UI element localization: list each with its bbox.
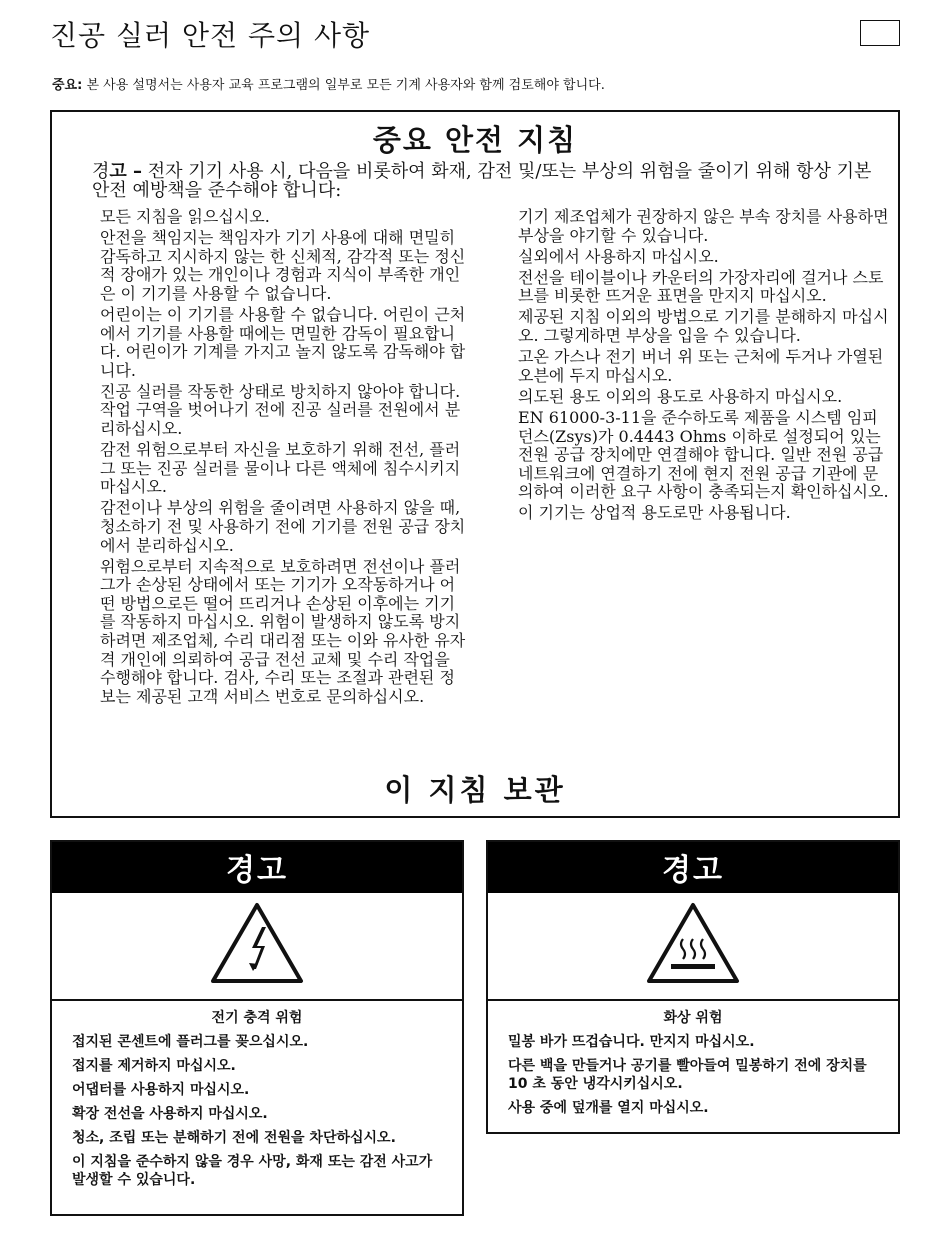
safety-item: 이 기기는 상업적 용도로만 사용됩니다. — [518, 503, 791, 523]
intro-text: 본 사용 설명서는 사용자 교육 프로그램의 일부로 모든 기계 사용자와 함께 검토해야 합니다. — [82, 78, 605, 93]
safety-item: 진공 실러를 작동한 상태로 방치하지 않아야 합니다. 작업 구역을 벗어나기 전에 진공 실러를 전원에서 분리하십시오. — [100, 381, 461, 439]
safety-item: 어린이는 이 기기를 사용할 수 없습니다. 어린이 근처에서 기기를 사용할 때에는 면밀한 감독이 필요합니다. 어린이가 기계를 가지고 놀지 않도록 감독해야 합니다. — [100, 304, 466, 380]
warning-item: 사용 중에 덮개를 열지 마십시오. — [508, 1100, 709, 1116]
electric-shock-warning-panel — [50, 840, 464, 1216]
warning-banner: 경고 — [488, 842, 898, 893]
intro-label: 중요: — [52, 78, 83, 93]
safety-item: 감전이나 부상의 위험을 줄이려면 사용하지 않을 때, 청소하기 전 및 사용하기 전에 기기를 전원 공급 장치에서 분리하십시오. — [100, 498, 466, 555]
safety-item: 감전 위험으로부터 자신을 보호하기 위해 전선, 플러그 또는 진공 실러를 물이나 다른 액체에 침수시키지 마십시오. — [100, 440, 461, 497]
warning-prefix-plain: 경 — [92, 161, 110, 182]
warning-subtitle: 화상 위험 — [663, 1010, 723, 1026]
corner-box — [860, 20, 900, 46]
warning-body — [52, 1009, 462, 1189]
warning-item: 어댑터를 사용하지 마십시오. — [72, 1082, 250, 1098]
safety-item: 모든 지침을 읽으십시오. — [100, 207, 270, 226]
safety-item: 안전을 책임지는 책임자가 기기 사용에 대해 면밀히 감독하고 지시하지 않는 한 신체적, 감각적 또는 정신적 장애가 있는 개인이나 경험과 지식이 부족한 개인은 이 기기를 사용할 수 없습니다. — [100, 228, 466, 303]
intro-note — [52, 74, 605, 93]
safety-item: 의도된 용도 이외의 용도로 사용하지 마십시오. — [518, 386, 843, 406]
warning-item: 다른 백을 만들거나 공기를 빨아들여 밀봉하기 전에 장치를 10 초 동안 냉각시키십시오. — [508, 1058, 867, 1092]
safety-item: 기기 제조업체가 권장하지 않은 부속 장치를 사용하면 부상을 야기할 수 있습니다. — [518, 207, 889, 245]
safety-item: 전선을 테이블이나 카운터의 가장자리에 걸거나 스토브를 비롯한 뜨거운 표면을 만지지 마십시오. — [518, 267, 884, 306]
safety-item: EN 61000-3-11을 준수하도록 제품을 시스템 임피던스(Zsys)가 0.4443 Ohms 이하로 설정되어 있는 전원 공급 장치에만 연결해야 합니다. 일반 전원 공급 네트워크에 연결하기 전에 현지 전원 공급 기관에 문의하여 이러한 요구 사항이 충족되는지 확인하십시오. — [518, 407, 889, 502]
warning-item: 이 지침을 준수하지 않을 경우 사망, 화재 또는 감전 사고가 발생할 수 있습니다. — [72, 1154, 433, 1188]
safety-left-column — [100, 208, 470, 709]
page-title: 진공 실러 안전 주의 사항 — [50, 19, 371, 52]
warning-subtitle: 전기 충격 위험 — [211, 1010, 303, 1026]
safety-right-column — [518, 208, 890, 526]
warning-lead — [92, 162, 882, 200]
safety-item: 고온 가스나 전기 버너 위 또는 근처에 두거나 가열된 오븐에 두지 마십시오. — [518, 347, 884, 385]
hot-surface-icon — [645, 901, 741, 985]
safety-item: 실외에서 사용하지 마십시오. — [518, 246, 719, 266]
important-safety-box — [50, 110, 900, 818]
warning-item: 밀봉 바가 뜨겁습니다. 만지지 마십시오. — [508, 1034, 755, 1050]
safety-item: 제공된 지침 이외의 방법으로 기기를 분해하지 마십시오. 그렇게하면 부상을 입을 수 있습니다. — [518, 307, 889, 346]
electric-shock-icon — [209, 901, 305, 985]
warning-item: 접지된 콘센트에 플러그를 꽂으십시오. — [72, 1034, 309, 1050]
safety-item: 위험으로부터 지속적으로 보호하려면 전선이나 플러그가 손상된 상태에서 또는 기기가 오작동하거나 어떤 방법으로든 떨어 뜨리거나 손상된 이후에는 기기를 작동하지 마십시오. 위험이 발생하지 않도록 방지하려면 제조업체, 수리 대리점 또는 이와 유사한 유자격 개인에 의뢰하여 공급 전선 교체 및 수리 작업을 수행해야 합니다. 검사, 수리 또는 조절과 관련된 정보는 제공된 고객 서비스 번호로 문의하십시오. — [100, 556, 466, 706]
keep-instructions-heading: 이 지침 보관 — [384, 773, 566, 807]
warning-body — [488, 1009, 898, 1117]
warning-item: 확장 전선을 사용하지 마십시오. — [72, 1106, 268, 1122]
safety-heading: 중요 안전 지침 — [372, 123, 578, 157]
warning-icon-area — [488, 893, 898, 1001]
warning-text: 전자 기기 사용 시, 다음을 비롯하여 화재, 감전 및/또는 부상의 위험을 줄이기 위해 항상 기본 안전 예방책을 준수해야 합니다: — [92, 161, 872, 201]
warning-icon-area — [52, 893, 462, 1001]
warning-item: 접지를 제거하지 마십시오. — [72, 1058, 236, 1074]
burn-warning-panel — [486, 840, 900, 1134]
warning-item: 청소, 조립 또는 분해하기 전에 전원을 차단하십시오. — [72, 1130, 396, 1146]
warning-prefix-bold: 고 – — [109, 161, 143, 182]
warning-banner: 경고 — [52, 842, 462, 893]
